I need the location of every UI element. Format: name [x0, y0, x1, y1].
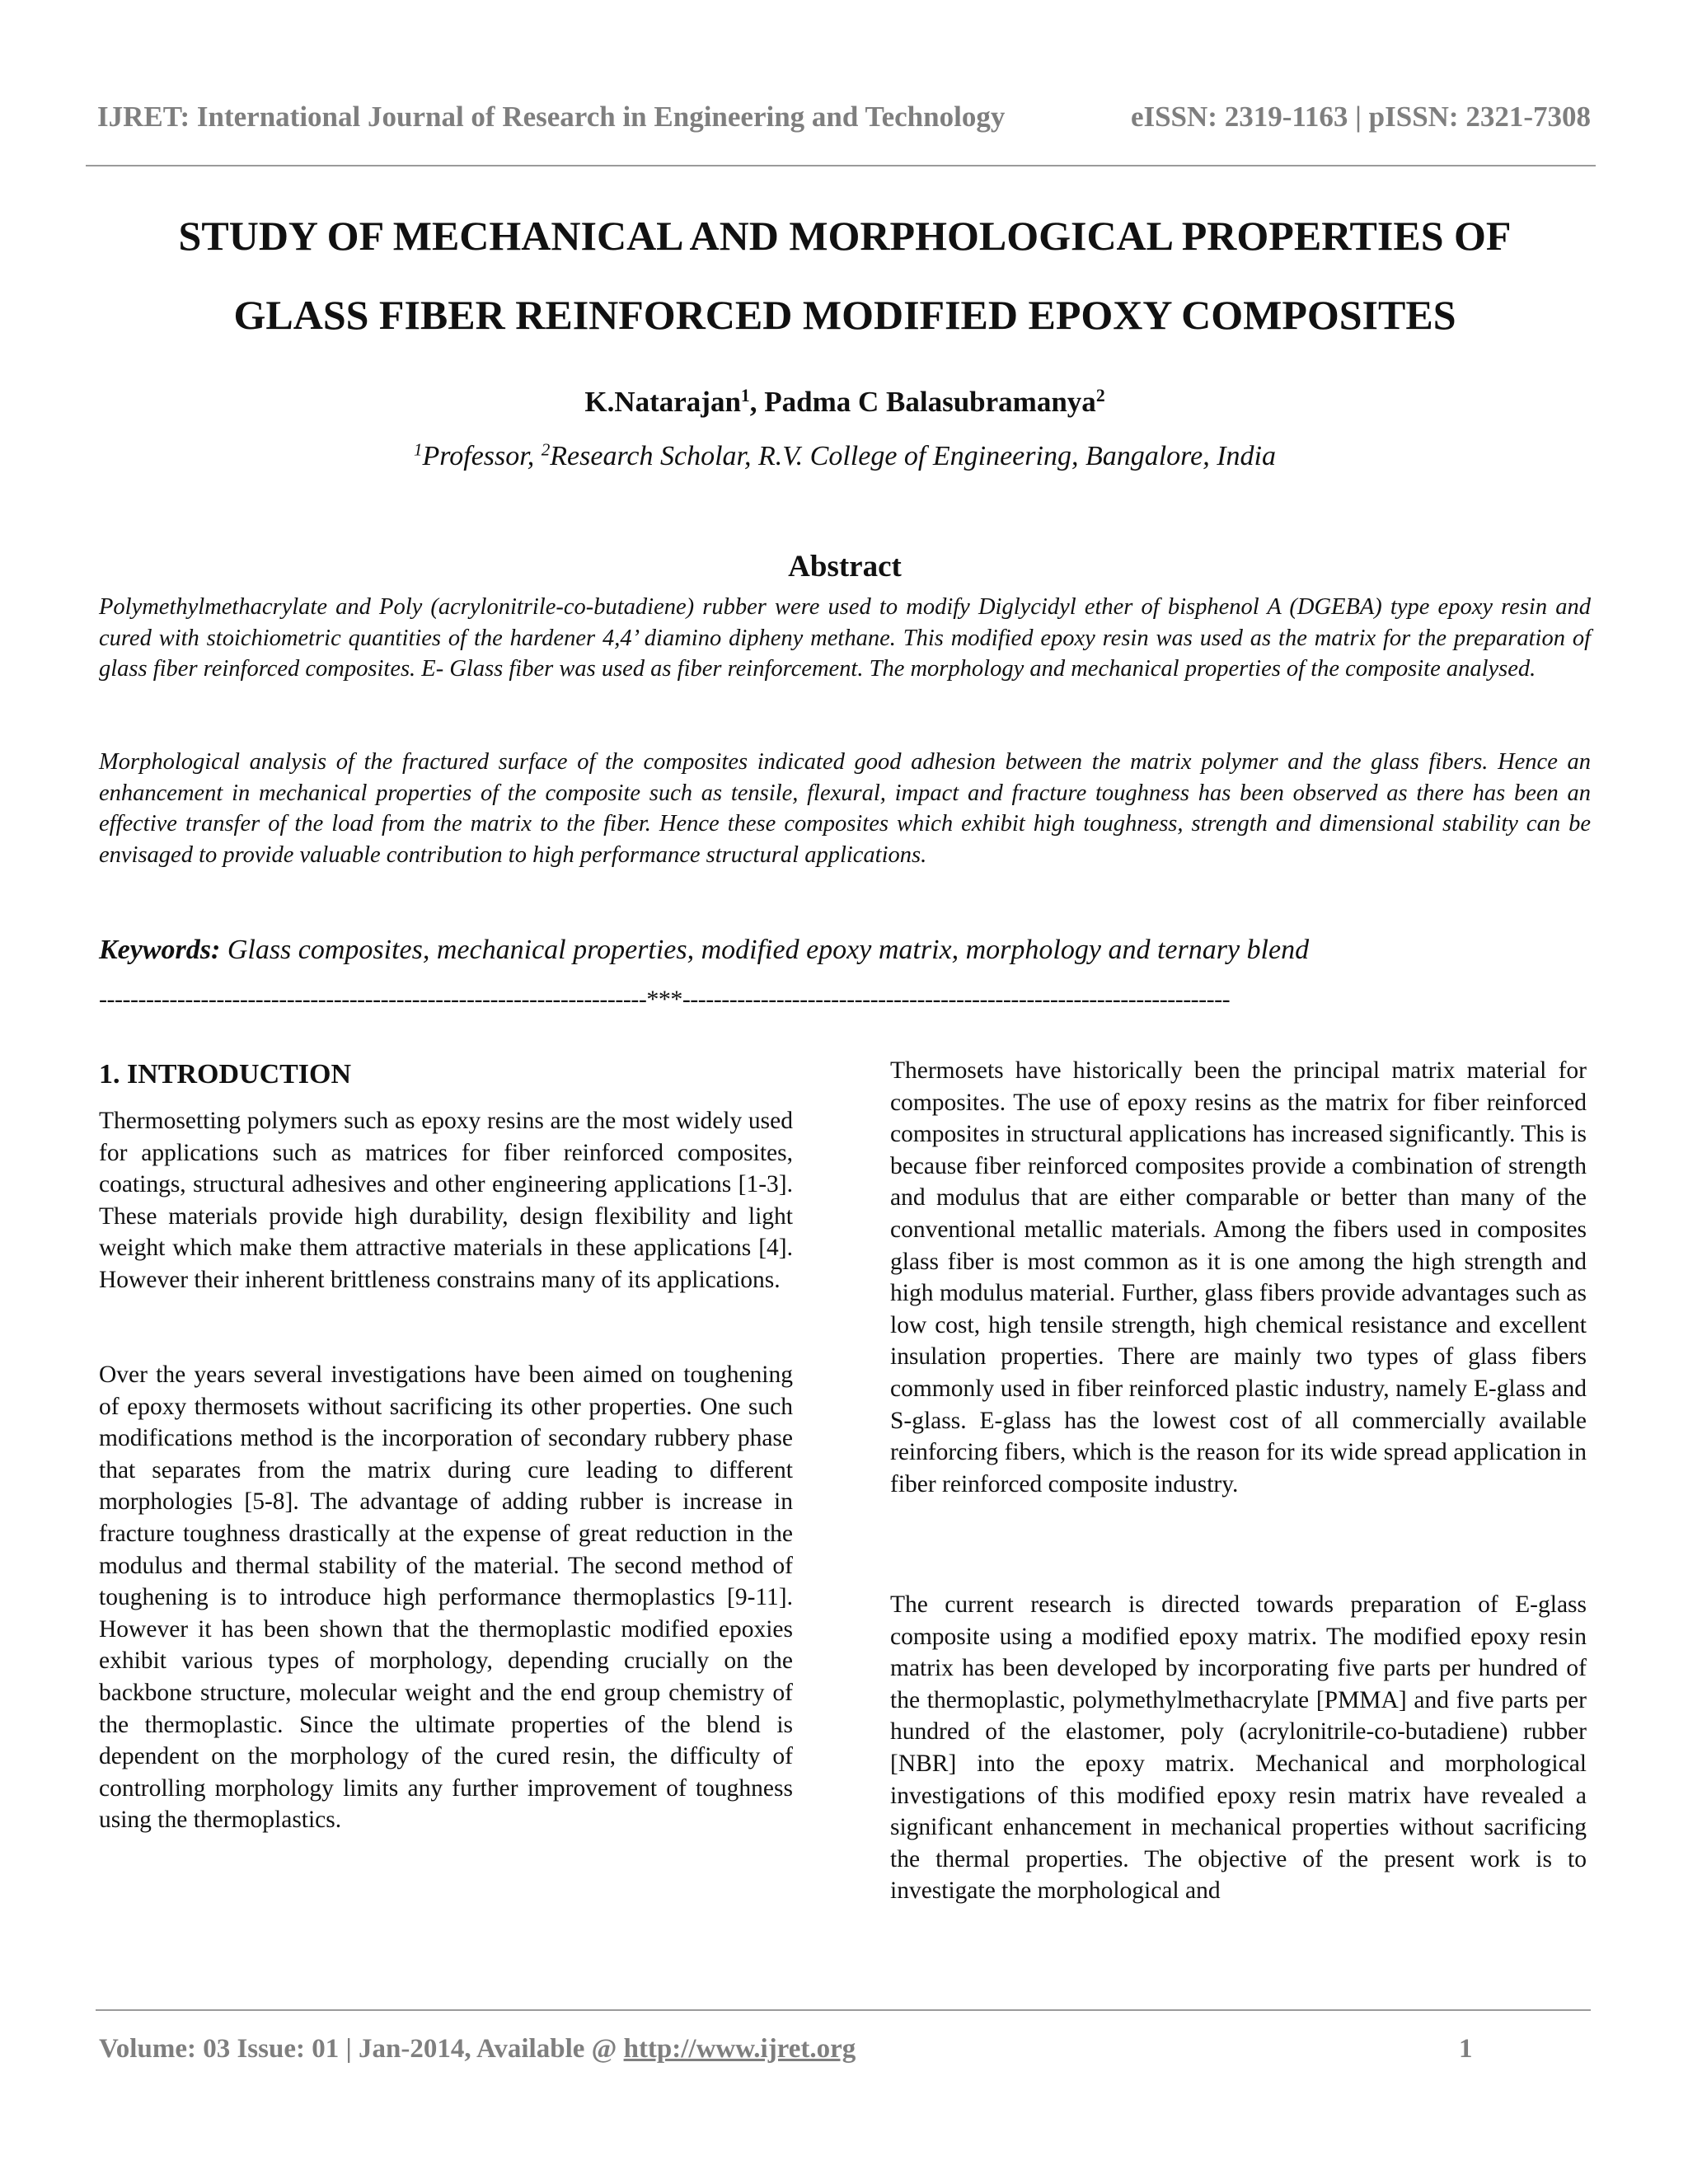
abstract-paragraph-1: Polymethylmethacrylate and Poly (acrylonitrile-co-butadiene) rubber were used to modify Diglycidyl ether of bisphenol A (DGEBA) type epoxy resin and cured with stoichiometric quantities of the hardener 4,4’ diamino dipheny methane. This modified epoxy resin was used as the matrix for the preparation of glass fiber reinforced composites. E- Glass fiber was used as fiber reinforcement. The morphology and mechanical properties of the composite analysed.: [99, 594, 1591, 682]
section-heading-introduction: 1. INTRODUCTION: [99, 1059, 352, 1090]
journal-website-link[interactable]: http://www.ijret.org: [623, 2034, 856, 2064]
intro-paragraph-1: Thermosetting polymers such as epoxy resins are the most widely used for applications such as matrices for fiber reinforced composites, coatings, structural adhesives and other engineering applications [1-3]. These materials provide high durability, design flexibility and light weight which make them attractive materials in these applications [4]. However their inherent brittleness constrains many of its applications.: [99, 1108, 793, 1293]
header-divider: [86, 165, 1596, 166]
affiliation-role-1: Professor,: [422, 441, 542, 471]
intro-paragraph-3: Thermosets have historically been the principal matrix material for composites. The use of epoxy resins as the matrix for fiber reinforced composites in structural applications has increased significantly. This is because fiber reinforced composites provide a combination of strength and modulus that are either comparable or better than many of the conventional metallic materials. Among the fibers used in composites glass fiber is most common as it is one among the high strength and high modulus material. Further, glass fibers provide advantages such as low cost, high tensile strength, high chemical resistance and excellent insulation properties. There are mainly two types of glass fibers commonly used in fiber reinforced plastic industry, namely E-glass and S-glass. E-glass has the lowest cost of all commercially available reinforcing fibers, which is the reason for its wide spread application in fiber reinforced composite industry.: [890, 1057, 1587, 1497]
footer-divider: [96, 2009, 1591, 2011]
author-list: [91, 386, 1599, 419]
author-2: Padma C Balasubramanya: [764, 386, 1096, 418]
affiliation-marker-2: 2: [541, 439, 551, 460]
abstract-paragraph-2: Morphological analysis of the fractured surface of the composites indicated good adhesion between the matrix polymer and the glass fibers. Hence an enhancement in mechanical properties of the composite such as tensile, flexural, impact and fracture toughness has been observed as there has been an effective transfer of the load from the matrix to the fiber. Hence these composites which exhibit high toughness, strength and dimensional stability can be envisaged to provide valuable contribution to high performance structural applications.: [99, 749, 1591, 868]
footer-volume-info: Volume: 03 Issue: 01 | Jan-2014, Available @: [99, 2034, 624, 2064]
journal-name: IJRET: International Journal of Research in Engineering and Technology: [97, 101, 1006, 133]
page-footer: [99, 2034, 856, 2064]
author-1-marker: 1: [740, 386, 750, 406]
keywords: [99, 935, 1591, 966]
running-header: [97, 101, 1591, 134]
intro-paragraph-2: Over the years several investigations have been aimed on toughening of epoxy thermosets without sacrificing its other properties. One such modifications method is the incorporation of secondary rubbery phase that separates from the matrix during cure leading to different morphologies [5-8]. The advantage of adding rubber is increase in fracture toughness drastically at the expense of great reduction in the modulus and thermal stability of the material. The second method of toughening is to introduce high performance thermoplastics [9-11]. However it has been shown that the thermoplastic modified epoxies exhibit various types of morphology, depending crucially on the backbone structure, molecular weight and the end group chemistry of the thermoplastic. Since the ultimate properties of the blend is dependent on the morphology of the cured resin, the difficulty of controlling morphology limits any further improvement of toughness using the thermoplastics.: [99, 1361, 793, 1834]
page-number: 1: [1459, 2034, 1473, 2064]
issn-numbers: eISSN: 2319-1163 | pISSN: 2321-7308: [1130, 101, 1591, 133]
affiliation: [91, 441, 1599, 472]
title-line-1: STUDY OF MECHANICAL AND MORPHOLOGICAL PROPERTIES OF: [178, 213, 1512, 259]
affiliation-marker-1: 1: [413, 439, 423, 460]
affiliation-text: Research Scholar, R.V. College of Engineering, Bangalore, India: [550, 441, 1276, 471]
keywords-label: Keywords:: [99, 935, 221, 965]
author-2-marker: 2: [1095, 386, 1105, 406]
paper-title: [91, 196, 1599, 354]
abstract-heading: Abstract: [788, 550, 902, 583]
section-separator: ----------------------------------------------------------------------***----------------------------------------------------------------------: [99, 986, 1231, 1013]
title-line-2: GLASS FIBER REINFORCED MODIFIED EPOXY COMPOSITES: [233, 292, 1456, 338]
keywords-text: Glass composites, mechanical properties, modified epoxy matrix, morphology and ternary blend: [220, 935, 1310, 965]
intro-paragraph-4: The current research is directed towards preparation of E-glass composite using a modified epoxy matrix. The modified epoxy resin matrix has been developed by incorporating five parts per hundred of the thermoplastic, polymethylmethacrylate [PMMA] and five parts per hundred of the elastomer, poly (acrylonitrile-co-butadiene) rubber [NBR] into the epoxy matrix. Mechanical and morphological investigations of this modified epoxy resin matrix have revealed a significant enhancement in mechanical properties without sacrificing the thermal properties. The objective of the present work is to investigate the morphological and: [890, 1591, 1587, 1905]
author-1: K.Natarajan: [584, 386, 741, 418]
author-separator: ,: [749, 386, 765, 418]
